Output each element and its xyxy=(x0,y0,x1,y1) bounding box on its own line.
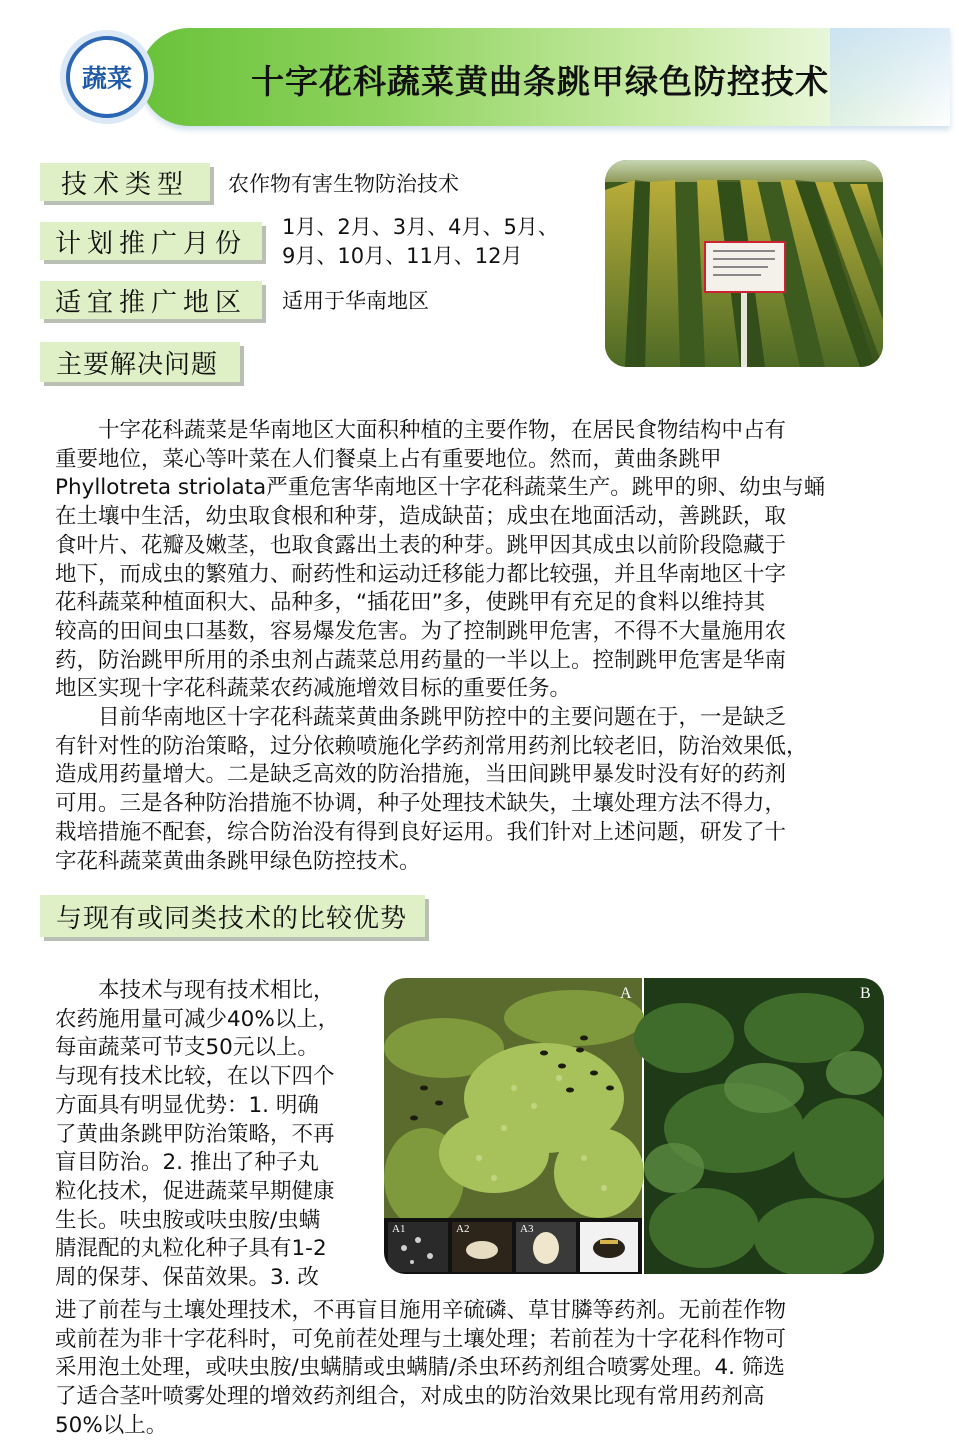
text-line: 了适合茎叶喷雾处理的增效药剂组合，对成虫的防治效果比现有常用药剂高 xyxy=(55,1384,765,1410)
text-line: 十字花科蔬菜是华南地区大面积种植的主要作物，在居民食物结构中占有 xyxy=(55,418,787,443)
text-line: 周的保芽、保苗效果。3. 改 xyxy=(55,1265,319,1291)
text-line: 本技术与现有技术相比， xyxy=(55,978,335,1003)
text-line: 方面具有明显优势：1. 明确 xyxy=(55,1092,319,1118)
text-line: 目前华南地区十字花科蔬菜黄曲条跳甲防控中的主要问题在于，一是缺乏 xyxy=(55,705,787,731)
figure-label-a2: A2 xyxy=(456,1223,470,1235)
text-line: 生长。呋虫胺或呋虫胺/虫螨 xyxy=(55,1207,321,1233)
text-line: 花科蔬菜种植面积大、品种多，“插花田”多，使跳甲有充足的食料以维持其 xyxy=(55,590,766,616)
advantages-wide-text xyxy=(55,1297,885,1441)
text-line: 在土壤中生活，幼虫取食根和种芽，造成缺苗；成虫在地面活动，善跳跃，取 xyxy=(55,504,787,530)
text-line: 字花科蔬菜黄曲条跳甲绿色防控技术。 xyxy=(55,848,421,874)
problems-paragraph-1 xyxy=(55,417,885,876)
text-line: 50%以上。 xyxy=(55,1412,168,1438)
field-photo-image xyxy=(605,160,883,367)
category-badge: 蔬菜 xyxy=(66,36,148,118)
text-line: 盲目防治。2. 推出了种子丸 xyxy=(55,1150,319,1176)
text-line: 食叶片、花瓣及嫩茎，也取食露出土表的种芽。跳甲因其成虫以前阶段隐藏于 xyxy=(55,532,787,558)
region-value: 适用于华南地区 xyxy=(282,289,429,313)
months-tag: 计划推广月份 xyxy=(40,222,262,260)
text-line: Phyllotreta striolata严重危害华南地区十字花科蔬菜生产。跳甲的卵、幼虫与蛹 xyxy=(55,475,826,501)
text-line: 腈混配的丸粒化种子具有1-2 xyxy=(55,1236,327,1262)
figure-label-a3: A3 xyxy=(520,1223,534,1235)
field-photo xyxy=(605,160,883,367)
text-line: 药，防治跳甲所用的杀虫剂占蔬菜总用药量的一半以上。控制跳甲危害是华南 xyxy=(55,647,787,673)
text-line: 地下，而成虫的繁殖力、耐药性和运动迁移能力都比较强，并且华南地区十字 xyxy=(55,561,787,587)
text-line: 可用。三是各种防治措施不协调，种子处理技术缺失，土壤处理方法不得力， xyxy=(55,791,787,817)
text-line: 每亩蔬菜可节支50元以上。 xyxy=(55,1035,319,1061)
text-line: 或前茬为非十字花科时，可免前茬处理与土壤处理；若前茬为十字花科作物可 xyxy=(55,1326,787,1352)
text-line: 了黄曲条跳甲防治策略，不再 xyxy=(55,1121,335,1147)
section-problems-tag: 主要解决问题 xyxy=(40,342,240,382)
months-line: 9月、10月、11月、12月 xyxy=(282,244,523,268)
text-line: 农药施用量可减少40%以上， xyxy=(55,1006,340,1032)
months-value xyxy=(282,213,559,271)
text-line: 造成用药量增大。二是缺乏高效的防治措施，当田间跳甲暴发时没有好的药剂 xyxy=(55,762,787,788)
text-line: 有针对性的防治策略，过分依赖喷施化学药剂常用药剂比较老旧，防治效果低， xyxy=(55,733,808,759)
advantages-narrow-text xyxy=(55,977,365,1293)
text-line: 重要地位，菜心等叶菜在人们餐桌上占有重要地位。然而，黄曲条跳甲 xyxy=(55,446,722,472)
text-line: 粒化技术，促进蔬菜早期健康 xyxy=(55,1178,335,1204)
text-line: 进了前茬与土壤处理技术，不再盲目施用辛硫磷、草甘膦等药剂。无前茬作物 xyxy=(55,1298,787,1323)
text-line: 栽培措施不配套，综合防治没有得到良好运用。我们针对上述问题，研发了十 xyxy=(55,819,787,845)
figure-label-a1: A1 xyxy=(392,1223,406,1235)
section-advantages-tag: 与现有或同类技术的比较优势 xyxy=(40,895,425,937)
region-tag: 适宜推广地区 xyxy=(40,281,262,319)
months-line: 1月、2月、3月、4月、5月、 xyxy=(282,215,559,239)
figure-label-b: B xyxy=(860,985,871,1002)
text-line: 地区实现十字花科蔬菜农药减施增效目标的重要任务。 xyxy=(55,676,572,702)
text-line: 与现有技术比较，在以下四个 xyxy=(55,1064,335,1090)
text-line: 较高的田间虫口基数，容易爆发危害。为了控制跳甲危害，不得不大量施用农 xyxy=(55,618,787,644)
text-line: 采用泡土处理，或呋虫胺/虫螨腈或虫螨腈/杀虫环药剂组合喷雾处理。4. 筛选 xyxy=(55,1355,785,1381)
pest-figure xyxy=(384,978,884,1274)
page-title: 十字花科蔬菜黄曲条跳甲绿色防控技术 xyxy=(251,62,829,101)
pest-figure-image xyxy=(384,978,884,1274)
tech-type-value: 农作物有害生物防治技术 xyxy=(228,172,459,196)
figure-label-a: A xyxy=(620,985,632,1002)
tech-type-tag: 技术类型 xyxy=(40,163,210,201)
